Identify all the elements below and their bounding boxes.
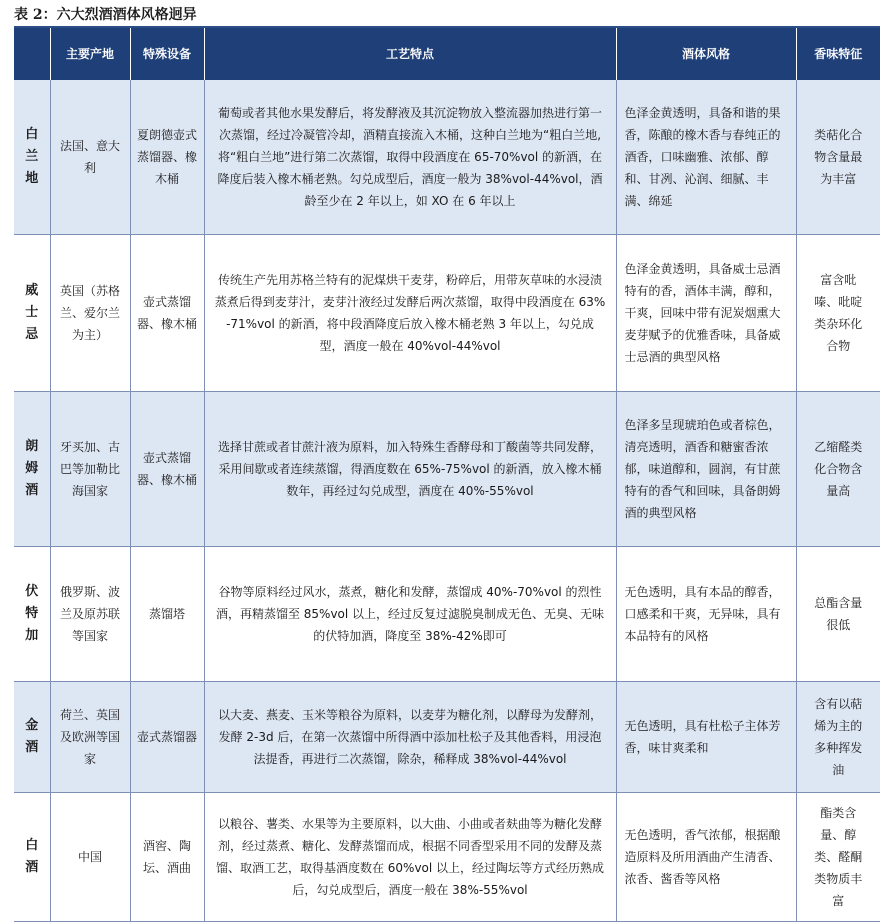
origin-cell: 中国 — [50, 793, 130, 922]
spirit-name: 朗姆酒 — [14, 392, 50, 547]
style-cell: 无色透明，具有杜松子主体芳香，味甘爽柔和 — [616, 682, 796, 793]
header-aroma: 香味特征 — [796, 28, 880, 80]
aroma-cell: 类萜化合物含量最为丰富 — [796, 80, 880, 235]
table-row — [14, 547, 880, 682]
process-cell: 谷物等原料经过风水，蒸煮，糖化和发酵，蒸馏成 40%-70%vol 的烈性酒，再精蒸馏至 85%vol 以上，经过反复过滤脱臭制成无色、无臭、无味的伏特加酒，降度至 38%-42%即可 — [204, 547, 616, 682]
equipment-cell: 壶式蒸馏器、橡木桶 — [130, 392, 204, 547]
equipment-cell: 壶式蒸馏器 — [130, 682, 204, 793]
process-cell: 以粮谷、薯类、水果等为主要原料，以大曲、小曲或者麸曲等为糖化发酵剂，经过蒸煮、糖化、发酵蒸馏而成，根据不同香型采用不同的发酵及蒸馏、取酒工艺，取得基酒度数在 60%vol 以上，经过陶坛等方式经历熟成后，勾兑成型后，酒度一般在 38%-55%vol — [204, 793, 616, 922]
table-row — [14, 80, 880, 235]
equipment-cell: 蒸馏塔 — [130, 547, 204, 682]
process-cell: 传统生产先用苏格兰特有的泥煤烘干麦芽，粉碎后，用带灰草味的水浸渍蒸煮后得到麦芽汁，麦芽汁液经过发酵后两次蒸馏，取得中段酒度在 63%-71%vol 的新酒，将中段酒降度后放入橡木桶老熟 3 年以上，勾兑成型，酒度一般在 40%vol-44%vol — [204, 235, 616, 392]
spirit-name: 威士忌 — [14, 235, 50, 392]
process-cell: 葡萄或者其他水果发酵后，将发酵液及其沉淀物放入整流器加热进行第一次蒸馏，经过冷凝管冷却，酒精直接流入木桶，这种白兰地为“粗白兰地,将“粗白兰地”进行第二次蒸馏，取得中段酒度在 65-70%vol 的新酒，在降度后装入橡木桶老熟。勾兑成型后，酒度一般为 38%vol-44%vol，酒龄至少在 2 年以上，如 XO 在 6 年以上 — [204, 80, 616, 235]
aroma-cell: 总酯含量很低 — [796, 547, 880, 682]
table-row — [14, 793, 880, 922]
aroma-cell: 酯类含量、醇类、醛酮类物质丰富 — [796, 793, 880, 922]
origin-cell: 荷兰、英国及欧洲等国家 — [50, 682, 130, 793]
spirits-comparison-table — [14, 28, 880, 922]
process-cell: 以大麦、燕麦、玉米等粮谷为原料，以麦芽为糖化剂，以酵母为发酵剂，发酵 2-3d 后，在第一次蒸馏中所得酒中添加杜松子及其他香料，用浸泡法提香，再进行二次蒸馏，除杂，稀释成 38%vol-44%vol — [204, 682, 616, 793]
aroma-cell: 乙缩醛类化合物含量高 — [796, 392, 880, 547]
spirit-name: 白兰地 — [14, 80, 50, 235]
equipment-cell: 酒窖、陶坛、酒曲 — [130, 793, 204, 922]
header-style: 酒体风格 — [616, 28, 796, 80]
header-equipment: 特殊设备 — [130, 28, 204, 80]
header-name — [14, 28, 50, 80]
style-cell: 色泽金黄透明，具备和谐的果香，陈酿的橡木香与春纯正的酒香，口味幽雅、浓郁、醇和、甘冽、沁润、细腻、丰满、绵延 — [616, 80, 796, 235]
origin-cell: 牙买加、古巴等加勒比海国家 — [50, 392, 130, 547]
spirits-table-container — [14, 26, 880, 922]
table-row — [14, 682, 880, 793]
spirit-name: 白酒 — [14, 793, 50, 922]
process-cell: 选择甘蔗或者甘蔗汁液为原料，加入特殊生香酵母和丁酸菌等共同发酵，采用间歇或者连续蒸馏，得酒度数在 65%-75%vol 的新酒，放入橡木桶数年，再经过勾兑成型，酒度在 40%-55%vol — [204, 392, 616, 547]
equipment-cell: 壶式蒸馏器、橡木桶 — [130, 235, 204, 392]
spirit-name: 金酒 — [14, 682, 50, 793]
style-cell: 色泽金黄透明，具备威士忌酒特有的香，酒体丰满，醇和，干爽，回味中带有泥炭烟熏大麦芽赋予的优雅香味，具备威士忌酒的典型风格 — [616, 235, 796, 392]
style-cell: 无色透明，香气浓郁，根据酿造原料及所用酒曲产生清香、浓香、酱香等风格 — [616, 793, 796, 922]
header-row — [14, 28, 880, 80]
aroma-cell: 含有以萜烯为主的多种挥发油 — [796, 682, 880, 793]
header-process: 工艺特点 — [204, 28, 616, 80]
table-row — [14, 235, 880, 392]
origin-cell: 英国（苏格兰、爱尔兰为主） — [50, 235, 130, 392]
equipment-cell: 夏朗德壶式蒸馏器、橡木桶 — [130, 80, 204, 235]
table-row — [14, 392, 880, 547]
origin-cell: 法国、意大利 — [50, 80, 130, 235]
style-cell: 无色透明，具有本品的醇香，口感柔和干爽，无异味，具有本品特有的风格 — [616, 547, 796, 682]
origin-cell: 俄罗斯、波兰及原苏联等国家 — [50, 547, 130, 682]
header-origin: 主要产地 — [50, 28, 130, 80]
aroma-cell: 富含吡嗪、吡啶类杂环化合物 — [796, 235, 880, 392]
style-cell: 色泽多呈现琥珀色或者棕色，清亮透明，酒香和糖蜜香浓郁，味道醇和，圆润，有甘蔗特有的香气和回味，具备朗姆酒的典型风格 — [616, 392, 796, 547]
spirit-name: 伏特加 — [14, 547, 50, 682]
table-caption: 表 2：六大烈酒酒体风格迥异 — [14, 7, 197, 23]
